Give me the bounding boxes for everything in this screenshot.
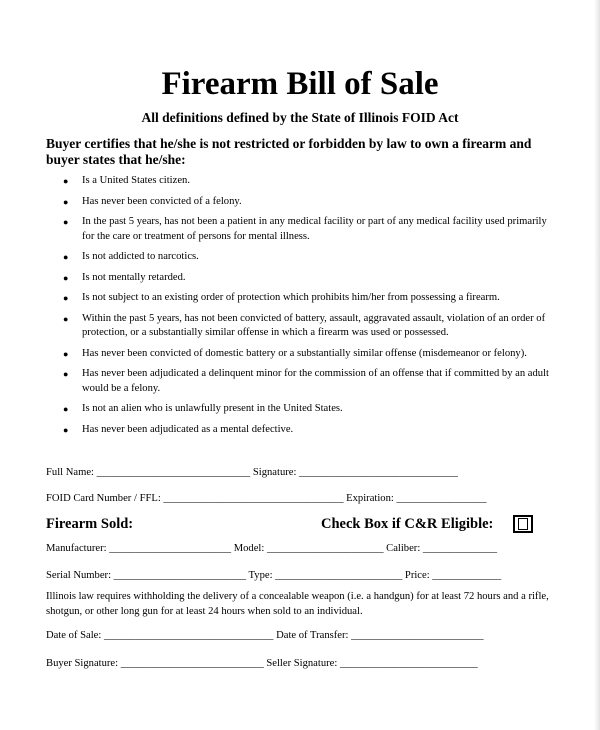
list-item-text: Is not subject to an existing order of protection which prohibits him/her from possessing a firearm. bbox=[82, 292, 500, 303]
bullet-icon: ● bbox=[63, 272, 69, 283]
list-item bbox=[63, 174, 553, 189]
bullet-icon: ● bbox=[63, 293, 69, 303]
waiting-period-notice: Illinois law requires withholding the delivery of a concealable weapon (i.e. a handgun) for at least 72 hours and a rifle, shotgun, or other long gun for at least 24 hours when sold to an individual. bbox=[46, 591, 549, 617]
list-item bbox=[63, 215, 553, 244]
manufacturer-model-caliber-line[interactable]: Manufacturer: _______________________ Model: ______________________ Caliber: ______________ bbox=[46, 543, 498, 554]
bullet-icon: ● bbox=[63, 217, 69, 227]
list-item-text: Is a United States citizen. bbox=[82, 175, 190, 186]
list-item-text: Is not mentally retarded. bbox=[82, 271, 186, 283]
list-item-text: Is not addicted to narcotics. bbox=[82, 251, 199, 262]
cr-eligible-label: Check Box if C&R Eligible: bbox=[321, 516, 494, 532]
buyer-certification-intro: Buyer certifies that he/she is not restricted or forbidden by law to own a firearm and buyer states that he/she: bbox=[46, 136, 532, 167]
list-item-text: Has never been adjudicated as a mental defective. bbox=[82, 423, 294, 435]
document-title: Firearm Bill of Sale bbox=[161, 66, 439, 102]
list-item-text: Has never been convicted of a felony. bbox=[82, 195, 242, 207]
list-item-text: Within the past 5 years, has not been convicted of battery, assault, aggravated assault, violation of an order of protection, or a substantially similar offense in which a firearm was used or possessed. bbox=[82, 312, 546, 338]
list-item bbox=[63, 402, 553, 417]
bullet-icon: ● bbox=[63, 424, 69, 435]
serial-type-price-line[interactable]: Serial Number: _________________________ Type: ________________________ Price: _____________ bbox=[46, 570, 502, 581]
list-item bbox=[63, 271, 553, 286]
list-item bbox=[63, 347, 553, 362]
list-item bbox=[63, 195, 553, 210]
list-item-text: Has never been convicted of domestic battery or a substantially similar offense (misdemeanor or felony). bbox=[82, 347, 527, 359]
foid-expiration-line[interactable]: FOID Card Number / FFL: __________________________________ Expiration: _________________ bbox=[46, 493, 487, 504]
bullet-icon: ● bbox=[63, 348, 69, 359]
firearm-sold-heading: Firearm Sold: bbox=[46, 516, 134, 532]
cr-eligible-checkbox[interactable] bbox=[513, 515, 533, 533]
list-item bbox=[63, 312, 553, 341]
list-item-text: Is not an alien who is unlawfully present in the United States. bbox=[82, 403, 343, 414]
bullet-icon: ● bbox=[63, 196, 69, 207]
bullet-icon: ● bbox=[63, 369, 69, 379]
sale-transfer-date-line[interactable]: Date of Sale: ________________________________ Date of Transfer: _________________________ bbox=[46, 630, 484, 641]
list-item-text: In the past 5 years, has not been a patient in any medical facility or part of any medical facility used primarily for the care or treatment of persons for mental illness. bbox=[82, 216, 547, 242]
buyer-seller-signature-line[interactable]: Buyer Signature: ___________________________ Seller Signature: __________________________ bbox=[46, 658, 478, 669]
list-item bbox=[63, 367, 553, 396]
list-item-text: Has never been adjudicated a delinquent minor for the commission of an offense that if committed by an adult would be a felony. bbox=[82, 368, 549, 394]
full-name-signature-line[interactable]: Full Name: _____________________________ Signature: ______________________________ bbox=[46, 467, 458, 478]
bullet-icon: ● bbox=[63, 404, 69, 414]
document-subtitle: All definitions defined by the State of Illinois FOID Act bbox=[141, 110, 459, 125]
list-item bbox=[63, 423, 553, 438]
list-item bbox=[63, 291, 553, 306]
bullet-icon: ● bbox=[63, 252, 69, 262]
bullet-icon: ● bbox=[63, 313, 69, 324]
list-item bbox=[63, 250, 553, 265]
certification-list bbox=[63, 174, 553, 443]
bullet-icon: ● bbox=[63, 176, 69, 186]
